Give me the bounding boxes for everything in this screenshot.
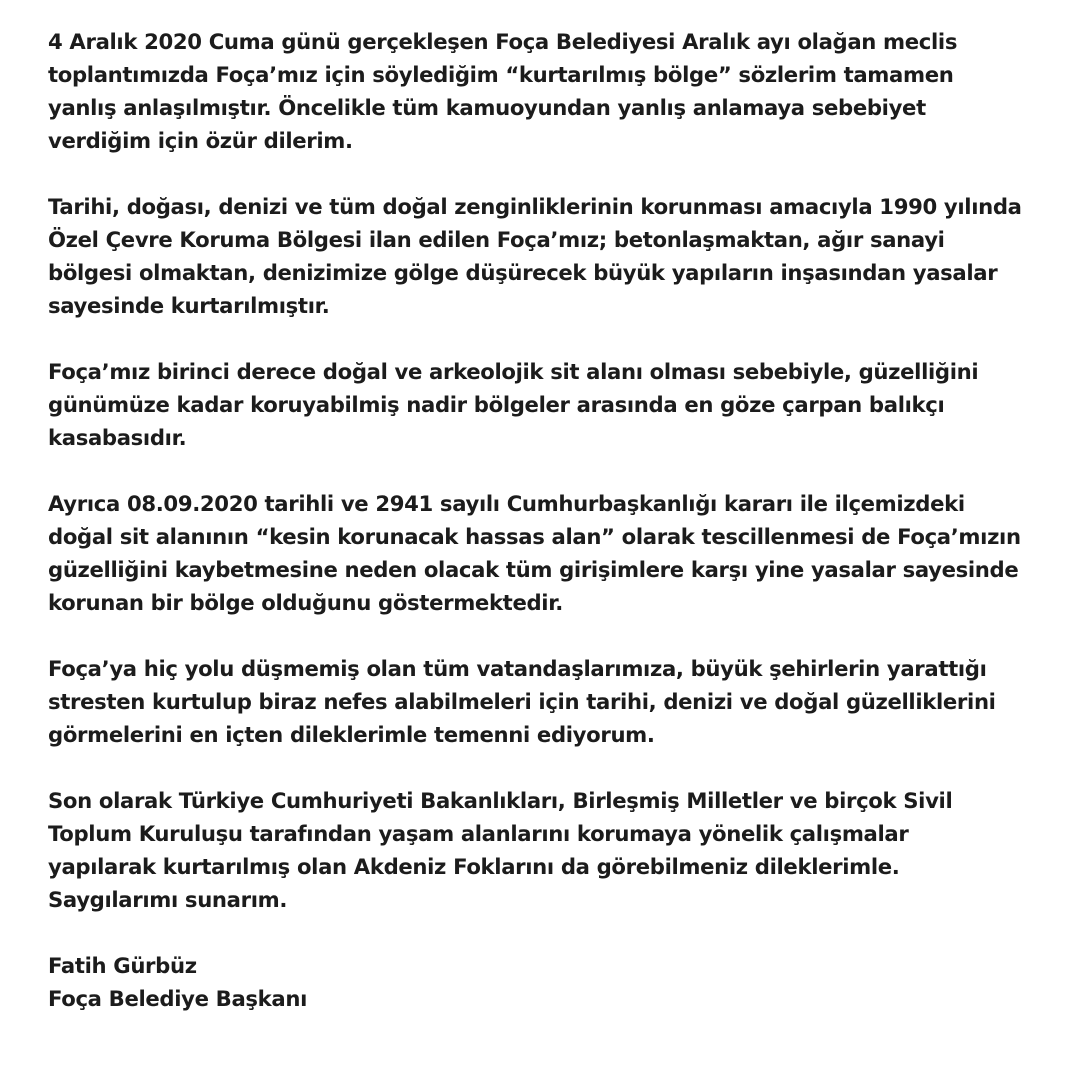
signature-block <box>48 949 1038 1015</box>
text-line: yanlış anlaşılmıştır. Öncelikle tüm kamuoyundan yanlış anlamaya sebebiyet <box>48 95 926 120</box>
paragraph-invitation <box>48 652 1038 751</box>
text-line: görmelerini en içten dileklerimle temenni ediyorum. <box>48 722 655 747</box>
text-line: Ayrıca 08.09.2020 tarihli ve 2941 sayılı Cumhurbaşkanlığı kararı ile ilçemizdeki <box>48 491 965 516</box>
paragraph-apology <box>48 25 1038 157</box>
signature-title: Foça Belediye Başkanı <box>48 986 307 1011</box>
text-line: günümüze kadar koruyabilmiş nadir bölgeler arasında en göze çarpan balıkçı <box>48 392 945 417</box>
text-line: Foça’mız birinci derece doğal ve arkeolojik sit alanı olması sebebiyle, güzelliğini <box>48 359 979 384</box>
paragraph-heritage-site <box>48 355 1038 454</box>
text-line: sayesinde kurtarılmıştır. <box>48 293 330 318</box>
text-line: Son olarak Türkiye Cumhuriyeti Bakanlıkları, Birleşmiş Milletler ve birçok Sivil <box>48 788 953 813</box>
paragraph-protected-area <box>48 190 1038 322</box>
text-line: bölgesi olmaktan, denizimize gölge düşürecek büyük yapıların inşasından yasalar <box>48 260 998 285</box>
text-line: güzelliğini kaybetmesine neden olacak tüm girişimlere karşı yine yasalar sayesinde <box>48 557 1019 582</box>
text-line: yapılarak kurtarılmış olan Akdeniz Foklarını da görebilmeniz dileklerimle. <box>48 854 900 879</box>
paragraph-closing <box>48 784 1038 916</box>
text-line: 4 Aralık 2020 Cuma günü gerçekleşen Foça Belediyesi Aralık ayı olağan meclis <box>48 29 958 54</box>
text-line: korunan bir bölge olduğunu göstermektedir. <box>48 590 563 615</box>
text-line: kasabasıdır. <box>48 425 187 450</box>
text-line: Özel Çevre Koruma Bölgesi ilan edilen Foça’mız; betonlaşmaktan, ağır sanayi <box>48 227 945 252</box>
paragraph-presidential-decree <box>48 487 1038 619</box>
text-line: toplantımızda Foça’mız için söylediğim “kurtarılmış bölge” sözlerim tamamen <box>48 62 954 87</box>
signature-name: Fatih Gürbüz <box>48 953 197 978</box>
text-line: Tarihi, doğası, denizi ve tüm doğal zenginliklerinin korunması amacıyla 1990 yılında <box>48 194 1022 219</box>
text-line: Foça’ya hiç yolu düşmemiş olan tüm vatandaşlarımıza, büyük şehirlerin yarattığı <box>48 656 987 681</box>
text-line: verdiğim için özür dilerim. <box>48 128 353 153</box>
text-line: Toplum Kuruluşu tarafından yaşam alanlarını korumaya yönelik çalışmalar <box>48 821 909 846</box>
text-line: doğal sit alanının “kesin korunacak hassas alan” olarak tescillenmesi de Foça’mızın <box>48 524 1021 549</box>
statement-text <box>48 25 1038 1015</box>
text-line: Saygılarımı sunarım. <box>48 887 288 912</box>
text-line: stresten kurtulup biraz nefes alabilmeleri için tarihi, denizi ve doğal güzelliklerini <box>48 689 996 714</box>
